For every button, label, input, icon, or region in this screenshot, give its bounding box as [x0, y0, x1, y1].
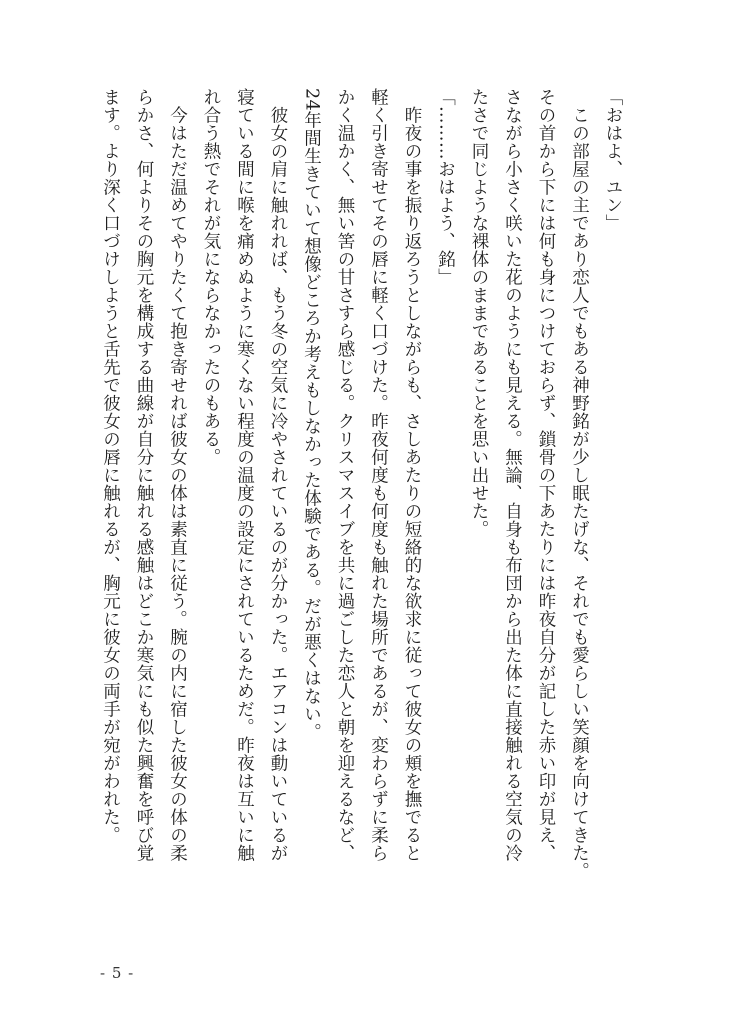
text-line: 軽く引き寄せてその唇に軽く口づけた。昨夜何度も何度も触れた場所であるが、変わらずに柔ら — [368, 88, 389, 862]
text-line: かく温かく、無い筈の甘さすら感じる。クリスマスイブを共に過ごした恋人と朝を迎えるなど、 — [335, 88, 355, 862]
text-line: 今はただ温めてやりたくて抱き寄せれば彼女の体は素直に従う。腕の内に宿した彼女の体の柔 — [167, 88, 188, 862]
text-line: 寝ている間に喉を痛めぬように寒くない程度の温度の設定にされているためだ。昨夜は互いに触 — [234, 88, 255, 862]
text-line: 「おはよ、ユン」 — [603, 88, 623, 232]
text-line: たさで同じような裸体のままであることを思い出せた。 — [469, 88, 489, 538]
text-line: その首から下には何も身につけておらず、鎖骨の下あたりには昨夜自分が記した赤い印が見え、 — [536, 88, 556, 862]
text-line: ます。より深く口づけしようと舌先で彼女の唇に触れるが、胸元に彼女の両手が宛がわれた。 — [100, 88, 121, 844]
text-line: らかさ、何よりその胸元を構成する曲線が自分に触れる感触はどこか寒気にも似た興奮を呼び覚 — [134, 88, 154, 862]
page-number: - 5 - — [100, 964, 135, 982]
text-line: 彼女の肩に触れれば、もう冬の空気に冷やされているのが分かった。エアコンは動いているが — [268, 88, 288, 862]
body-text — [100, 88, 629, 918]
text-line: この部屋の主であり恋人でもある神野銘が少し眠たげな、それでも愛らしい笑顔を向けてきた。 — [569, 88, 590, 880]
text-line: れ合う熱でそれが気にならなかったのもある。 — [201, 88, 221, 466]
text-line: さながら小さく咲いた花のようにも見える。無論、自身も布団から出た体に直接触れる空気の冷 — [502, 88, 523, 862]
text-line: 昨夜の事を振り返ろうとしながらも、さしあたりの短絡的な欲求に従って彼女の頬を撫でると — [402, 88, 422, 862]
text-line: 「………おはよう、銘」 — [435, 88, 456, 286]
text-line: 24年間生きていて想像どころか考えもしなかった体験である。だが悪くはない。 — [301, 88, 322, 742]
